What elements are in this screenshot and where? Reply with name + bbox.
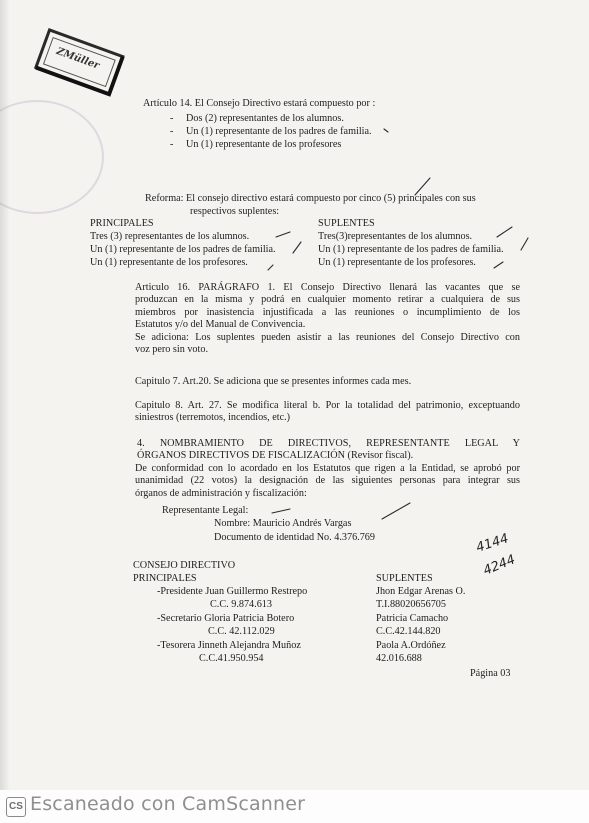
principal-id: C.C.41.950.954 [199,653,264,664]
capitulo7-text: Capitulo 7. Art.20. Se adiciona que se presentes informes cada mes. [135,376,412,387]
list-bullet: - [170,113,174,124]
suplentes-header: SUPLENTES [318,218,375,229]
paragraph-line: Articulo 16. PARÁGRAFO 1. El Consejo Directivo llenará las vacantes que se [135,282,520,293]
principal-name: -Presidente Juan Guillermo Restrepo [157,586,308,597]
suplente-item: Un (1) representante de los profesores. [318,257,476,268]
camscanner-logo-icon: CS [6,797,26,817]
check-mark-icon [293,242,301,253]
suplente-entry: Jhon Edgar Arenas O. [376,586,466,597]
paragraph-line: siniestros (terremotos, incendios, etc.) [135,412,291,424]
principal-name: -Secretario Gloria Patricia Botero [157,613,295,624]
principales-header: PRINCIPALES [90,218,154,229]
article14-title: Artículo 14. El Consejo Directivo estará compuesto por : [143,98,376,109]
principal-item: Un (1) representante de los padres de familia. [90,244,276,255]
principal-name: -Tesorera Jinneth Alejandra Muñoz [157,640,301,651]
paragraph-line: órganos de administración y fiscalización: [135,487,307,499]
check-mark-icon [268,265,273,270]
principal-id: C.C. 9.874.613 [210,599,272,610]
paragraph-line: unanimidad (22 votos) la designación de las siguientes personas para integrar sus [135,475,520,487]
paragraph-line: Capitulo 8. Art. 27. Se modifica literal b. Por la totalidad del patrimonio, exceptuando [135,400,520,411]
handwritten-note: 4244 [481,552,518,579]
reform-line2: respectivos suplentes: [190,206,280,217]
consejo-suplentes-header: SUPLENTES [376,573,433,584]
suplente-item: Tres(3)representantes de los alumnos. [318,231,473,242]
list-bullet: - [170,126,174,137]
suplente-entry: C.C.42.144.820 [376,626,441,637]
handwritten-note: 4144 [474,531,511,556]
section4-heading: ÓRGANOS DIRECTIVOS DE FISCALIZACIÓN (Revisor fiscal). [137,450,414,462]
page-number: Página 03 [470,668,511,679]
paragraph-line: miembros por inasistencia injustificada a las reuniones o incumplimiento de los [135,306,520,318]
stamp-text: ZMüller [54,45,101,72]
paragraph-line: produzcan en la misma y podrá en cualquier momento retirar a cualquiera de sus [135,294,520,306]
paragraph-line: De conformidad con lo acordado en los Estatutos que rigen a la Entidad, se aprobó por [135,462,520,474]
principal-id: C.C. 42.112.029 [208,626,275,637]
list-item: Un (1) representante de los profesores [186,139,342,150]
check-mark-icon [521,238,528,250]
check-mark-icon [497,227,512,237]
consejo-title: CONSEJO DIRECTIVO [133,560,236,571]
signature-stroke [382,503,410,519]
reform-line1: Reforma: El consejo directivo estará compuesto por cinco (5) principales con sus [145,193,476,204]
suplente-entry: T.I.88020656705 [376,599,446,610]
check-mark-icon [276,232,290,237]
consejo-principales-header: PRINCIPALES [133,573,197,584]
check-mark-icon [384,129,388,132]
rep-legal-document: Documento de identidad No. 4.376.769 [214,532,375,543]
check-mark-icon [415,178,430,195]
check-mark-icon [494,262,503,268]
section4-heading: 4. NOMBRAMIENTO DE DIRECTIVOS, REPRESENTANTE LEGAL Y [137,438,520,449]
camscanner-watermark: Escaneado con CamScanner [30,793,306,815]
rep-legal-label: Representante Legal: [162,505,249,516]
list-item: Dos (2) representantes de los alumnos. [186,113,344,124]
signature-stroke [272,509,290,513]
paragraph-line: Se adiciona: Los suplentes pueden asistir a las reuniones del Consejo Directivo con [135,331,520,343]
paragraph-line: Estatutos y/o del Manual de Convivencia. [135,319,306,331]
rep-legal-name: Nombre: Mauricio Andrés Vargas [214,518,352,529]
paragraph-line: voz pero sin voto. [135,344,208,356]
list-bullet: - [170,139,174,150]
suplente-entry: 42.016.688 [376,653,422,664]
principal-item: Un (1) representante de los profesores. [90,257,248,268]
list-item: Un (1) representante de los padres de familia. [186,126,372,137]
principal-item: Tres (3) representantes de los alumnos. [90,231,250,242]
suplente-entry: Patricia Camacho [376,613,449,624]
suplente-item: Un (1) representante de los padres de familia. [318,244,504,255]
suplente-entry: Paola A.Ordóñez [376,640,446,651]
